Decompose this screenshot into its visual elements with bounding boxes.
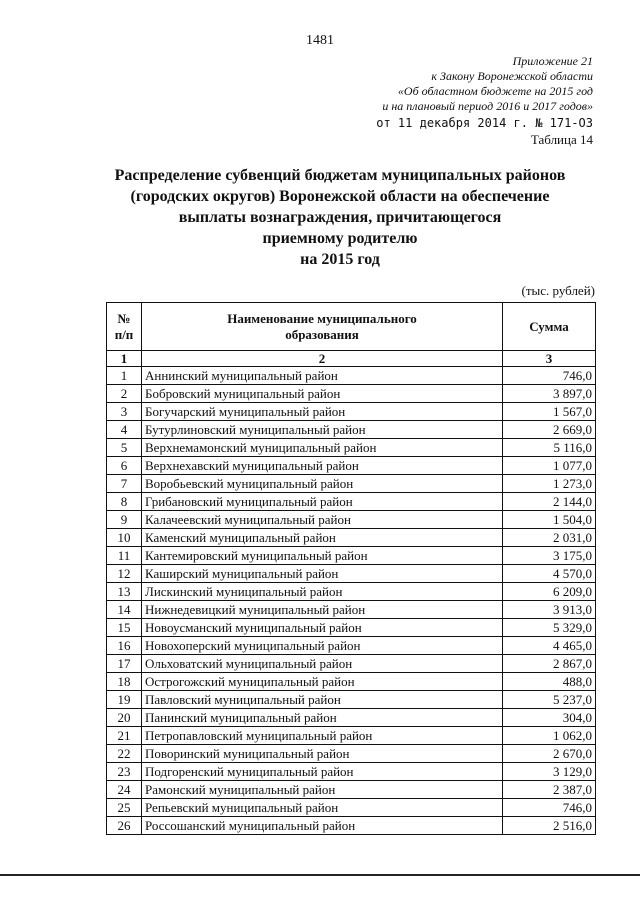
row-district-name: Подгоренский муниципальный район — [142, 763, 503, 781]
row-district-name: Калачеевский муниципальный район — [142, 511, 503, 529]
row-district-name: Ольховатский муниципальный район — [142, 655, 503, 673]
header-number-line: п/п — [114, 326, 134, 342]
row-district-name: Петропавловский муниципальный район — [142, 727, 503, 745]
row-number: 16 — [107, 637, 142, 655]
row-sum: 6 209,0 — [503, 583, 596, 601]
column-number: 3 — [503, 351, 596, 367]
row-number: 10 — [107, 529, 142, 547]
row-number: 20 — [107, 709, 142, 727]
document-title — [80, 165, 600, 270]
table-row — [107, 439, 596, 457]
page-number: 1481 — [306, 33, 334, 48]
row-number: 2 — [107, 385, 142, 403]
title-line: приемному родителю — [262, 230, 418, 247]
table-row — [107, 367, 596, 385]
row-district-name: Богучарский муниципальный район — [142, 403, 503, 421]
row-district-name: Бутурлиновский муниципальный район — [142, 421, 503, 439]
table-body — [107, 367, 596, 835]
row-sum: 746,0 — [503, 799, 596, 817]
table-row — [107, 601, 596, 619]
row-district-name: Репьевский муниципальный район — [142, 799, 503, 817]
row-sum: 1 273,0 — [503, 475, 596, 493]
column-number: 1 — [107, 351, 142, 367]
header-sum: Сумма — [503, 303, 596, 351]
row-district-name: Острогожский муниципальный район — [142, 673, 503, 691]
row-sum: 2 669,0 — [503, 421, 596, 439]
table-row — [107, 457, 596, 475]
units-label: (тыс. рублей) — [521, 283, 595, 298]
row-number: 18 — [107, 673, 142, 691]
table-row — [107, 799, 596, 817]
table-row — [107, 817, 596, 835]
row-sum: 3 175,0 — [503, 547, 596, 565]
row-district-name: Бобровский муниципальный район — [142, 385, 503, 403]
title-line: Распределение субвенций бюджетам муниципальных районов — [114, 167, 566, 184]
row-sum: 2 670,0 — [503, 745, 596, 763]
row-number: 13 — [107, 583, 142, 601]
subsidy-table — [106, 302, 596, 835]
header-name-line: Наименование муниципального — [227, 310, 417, 326]
row-district-name: Аннинский муниципальный район — [142, 367, 503, 385]
row-sum: 3 913,0 — [503, 601, 596, 619]
appendix-line: к Закону Воронежской области — [431, 69, 593, 83]
row-number: 1 — [107, 367, 142, 385]
title-line: выплаты вознаграждения, причитающегося — [178, 209, 502, 226]
row-district-name: Верхнемамонский муниципальный район — [142, 439, 503, 457]
row-sum: 1 567,0 — [503, 403, 596, 421]
table-row — [107, 691, 596, 709]
row-number: 3 — [107, 403, 142, 421]
row-number: 19 — [107, 691, 142, 709]
row-number: 12 — [107, 565, 142, 583]
row-district-name: Поворинский муниципальный район — [142, 745, 503, 763]
row-district-name: Панинский муниципальный район — [142, 709, 503, 727]
row-number: 7 — [107, 475, 142, 493]
row-district-name: Каширский муниципальный район — [142, 565, 503, 583]
table-row — [107, 745, 596, 763]
table-row — [107, 565, 596, 583]
row-number: 9 — [107, 511, 142, 529]
table-row — [107, 781, 596, 799]
row-sum: 4 570,0 — [503, 565, 596, 583]
row-number: 22 — [107, 745, 142, 763]
row-number: 23 — [107, 763, 142, 781]
header-name — [142, 303, 503, 351]
table-header-row — [107, 303, 596, 351]
header-name-line: образования — [285, 326, 359, 342]
row-sum: 5 116,0 — [503, 439, 596, 457]
row-number: 11 — [107, 547, 142, 565]
row-number: 26 — [107, 817, 142, 835]
row-sum: 4 465,0 — [503, 637, 596, 655]
table-row — [107, 529, 596, 547]
table-row — [107, 673, 596, 691]
row-number: 5 — [107, 439, 142, 457]
row-sum: 2 867,0 — [503, 655, 596, 673]
column-number-row — [107, 351, 596, 367]
row-sum: 746,0 — [503, 367, 596, 385]
page-bottom-edge — [0, 874, 640, 876]
row-number: 24 — [107, 781, 142, 799]
appendix-block — [376, 54, 593, 148]
row-sum: 1 504,0 — [503, 511, 596, 529]
row-number: 25 — [107, 799, 142, 817]
row-sum: 304,0 — [503, 709, 596, 727]
row-number: 21 — [107, 727, 142, 745]
table-row — [107, 385, 596, 403]
row-sum: 3 129,0 — [503, 763, 596, 781]
table-row — [107, 619, 596, 637]
row-district-name: Павловский муниципальный район — [142, 691, 503, 709]
law-reference: от 11 декабря 2014 г. № 171-ОЗ — [376, 116, 593, 130]
row-district-name: Кантемировский муниципальный район — [142, 547, 503, 565]
row-district-name: Лискинский муниципальный район — [142, 583, 503, 601]
column-number: 2 — [142, 351, 503, 367]
title-line: на 2015 год — [300, 251, 380, 268]
table-row — [107, 511, 596, 529]
row-sum: 2 144,0 — [503, 493, 596, 511]
table-row — [107, 763, 596, 781]
row-district-name: Нижнедевицкий муниципальный район — [142, 601, 503, 619]
row-number: 14 — [107, 601, 142, 619]
row-number: 17 — [107, 655, 142, 673]
table-row — [107, 421, 596, 439]
row-sum: 2 387,0 — [503, 781, 596, 799]
row-sum: 1 077,0 — [503, 457, 596, 475]
row-number: 6 — [107, 457, 142, 475]
header-number — [107, 303, 142, 351]
row-sum: 3 897,0 — [503, 385, 596, 403]
table-row — [107, 583, 596, 601]
row-number: 4 — [107, 421, 142, 439]
row-number: 15 — [107, 619, 142, 637]
table-row — [107, 475, 596, 493]
appendix-line: Приложение 21 — [512, 54, 593, 68]
table-row — [107, 637, 596, 655]
row-district-name: Рамонский муниципальный район — [142, 781, 503, 799]
table-row — [107, 547, 596, 565]
row-sum: 5 329,0 — [503, 619, 596, 637]
table-label: Таблица 14 — [530, 132, 593, 147]
row-district-name: Верхнехавский муниципальный район — [142, 457, 503, 475]
row-district-name: Новоусманский муниципальный район — [142, 619, 503, 637]
row-district-name: Воробьевский муниципальный район — [142, 475, 503, 493]
table-row — [107, 709, 596, 727]
row-sum: 2 516,0 — [503, 817, 596, 835]
appendix-line: «Об областном бюджете на 2015 год — [397, 84, 593, 98]
table-row — [107, 727, 596, 745]
header-number-line: № — [117, 310, 131, 326]
title-line: (городских округов) Воронежской области на обеспечение — [130, 188, 550, 205]
row-sum: 5 237,0 — [503, 691, 596, 709]
row-district-name: Россошанский муниципальный район — [142, 817, 503, 835]
row-district-name: Грибановский муниципальный район — [142, 493, 503, 511]
row-sum: 2 031,0 — [503, 529, 596, 547]
row-sum: 488,0 — [503, 673, 596, 691]
table-row — [107, 493, 596, 511]
row-district-name: Каменский муниципальный район — [142, 529, 503, 547]
row-sum: 1 062,0 — [503, 727, 596, 745]
table-row — [107, 403, 596, 421]
table-row — [107, 655, 596, 673]
row-number: 8 — [107, 493, 142, 511]
row-district-name: Новохоперский муниципальный район — [142, 637, 503, 655]
appendix-line: и на плановый период 2016 и 2017 годов» — [382, 99, 593, 113]
